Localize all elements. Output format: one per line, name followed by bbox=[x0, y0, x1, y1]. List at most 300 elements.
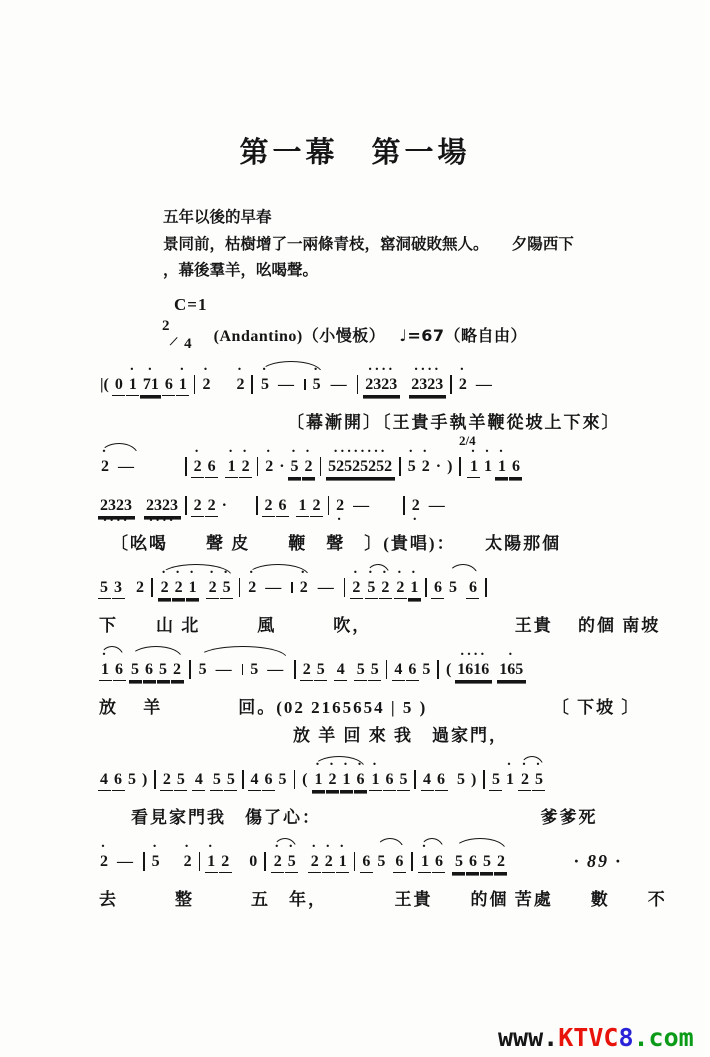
note bbox=[363, 366, 400, 405]
spacer bbox=[388, 843, 392, 882]
note-number: 2 bbox=[300, 660, 313, 681]
note bbox=[126, 366, 139, 405]
note-number: 2 bbox=[101, 457, 109, 475]
note bbox=[98, 843, 111, 881]
dash-note bbox=[325, 366, 352, 404]
lyrics-row: 去 整 五 年， 王貴 的個 苦處 數 不 bbox=[99, 889, 667, 909]
note-number: 5 bbox=[532, 770, 545, 791]
note bbox=[158, 569, 171, 608]
note-number: 165 bbox=[497, 660, 526, 681]
slur-group bbox=[363, 569, 393, 608]
note-number: 4 bbox=[334, 660, 347, 681]
note-number: 2 bbox=[236, 375, 245, 393]
note bbox=[112, 761, 125, 800]
note-number: 2 bbox=[458, 375, 467, 393]
lyrics-row: 放 羊 回 來 我 過家門， bbox=[293, 725, 508, 745]
note-number: 5 bbox=[128, 770, 136, 788]
note bbox=[405, 448, 418, 486]
tempo-marking: (Andantino)（小慢板） bbox=[213, 327, 386, 345]
note-number: — bbox=[317, 578, 334, 596]
note bbox=[259, 366, 272, 404]
note bbox=[455, 761, 468, 799]
octave-dots-above: • bbox=[237, 364, 244, 374]
note-number: 1 bbox=[369, 770, 382, 791]
note-number: 6 bbox=[466, 578, 479, 599]
note bbox=[494, 843, 507, 882]
time-signature-part: 4 bbox=[184, 335, 192, 352]
note-number: 5 bbox=[151, 852, 160, 870]
note bbox=[369, 761, 382, 800]
octave-dots-above: • bbox=[261, 364, 269, 374]
note bbox=[288, 448, 301, 487]
inline-time-signature-label: 2/4 bbox=[458, 432, 476, 448]
note-number: 2 bbox=[379, 578, 392, 599]
key-signature: C=1 bbox=[174, 294, 208, 314]
note bbox=[419, 448, 432, 486]
barline bbox=[304, 379, 306, 390]
note bbox=[162, 366, 175, 405]
note-number: 0 bbox=[249, 852, 258, 870]
music-system-5 bbox=[97, 761, 642, 828]
barline bbox=[294, 660, 296, 679]
octave-dots-above: • bbox=[470, 446, 478, 456]
octave-dots-above: • bbox=[408, 446, 416, 456]
barline bbox=[483, 770, 485, 789]
note bbox=[497, 651, 526, 690]
note bbox=[247, 843, 260, 881]
note bbox=[452, 843, 465, 882]
note-number: 2 bbox=[421, 457, 430, 475]
note bbox=[157, 651, 170, 690]
octave-dots-above: • bbox=[313, 364, 320, 374]
note-number: 2 bbox=[206, 578, 219, 599]
note-number: 71 bbox=[140, 375, 161, 396]
note-number: 2 bbox=[411, 496, 420, 514]
note-number: ) bbox=[142, 770, 148, 788]
octave-dots-above: • bbox=[325, 841, 333, 851]
music-voice-row bbox=[97, 761, 642, 800]
note bbox=[368, 651, 381, 690]
octave-dots-above: • bbox=[223, 567, 230, 577]
note-number: 6 bbox=[112, 770, 125, 791]
octave-dots-above: • bbox=[397, 567, 404, 577]
note-number: 2 bbox=[202, 375, 211, 393]
music-voice-row bbox=[97, 366, 642, 405]
note-number: 6 bbox=[162, 375, 175, 396]
note bbox=[234, 366, 247, 404]
note-number: 6 bbox=[276, 496, 289, 517]
note bbox=[246, 569, 259, 607]
note bbox=[224, 761, 237, 800]
music-system-4 bbox=[97, 651, 642, 746]
note bbox=[196, 651, 209, 689]
note bbox=[192, 761, 205, 800]
note-number: 6 bbox=[509, 457, 522, 478]
barline bbox=[151, 578, 153, 597]
barline bbox=[437, 660, 439, 679]
note-number: 6 bbox=[431, 578, 444, 599]
music-symbol bbox=[469, 761, 479, 799]
octave-dots-above: • bbox=[535, 759, 543, 769]
note-number: 2 bbox=[322, 852, 335, 873]
note-number: 4 bbox=[248, 770, 261, 791]
octave-dots-above: • bbox=[382, 567, 389, 577]
note bbox=[129, 651, 142, 690]
music-system-6 bbox=[97, 841, 667, 910]
note-number: 5 bbox=[98, 578, 111, 599]
note bbox=[144, 487, 181, 526]
barline bbox=[357, 375, 359, 394]
note-number: — bbox=[475, 375, 492, 393]
note bbox=[466, 843, 479, 882]
note-number: 5 bbox=[407, 457, 416, 475]
octave-dots-above: • bbox=[175, 567, 182, 577]
music-symbol bbox=[300, 761, 310, 799]
octave-dots-above: • bbox=[184, 841, 191, 851]
page-title: 第一幕 第一場 bbox=[239, 137, 471, 169]
note-number: 5 bbox=[448, 578, 457, 596]
octave-dots-above: • bbox=[368, 567, 375, 577]
octave-dots-above: • bbox=[248, 567, 256, 577]
note bbox=[296, 487, 309, 526]
note-number: 1 bbox=[126, 375, 139, 396]
slur-group bbox=[373, 843, 407, 882]
note bbox=[310, 487, 323, 526]
music-symbol bbox=[277, 448, 287, 486]
barline bbox=[185, 457, 187, 476]
note-number: 1 bbox=[186, 578, 199, 599]
note bbox=[334, 487, 347, 525]
note bbox=[518, 761, 531, 800]
note-number: 2 bbox=[160, 770, 173, 791]
note bbox=[134, 569, 147, 607]
note-number: ) bbox=[471, 770, 477, 788]
octave-dots-above: • bbox=[228, 446, 235, 456]
barline bbox=[257, 457, 259, 476]
octave-dots-above: • bbox=[265, 446, 273, 456]
note bbox=[210, 761, 223, 800]
note bbox=[334, 651, 347, 690]
note-number: 5 bbox=[397, 770, 410, 791]
note bbox=[365, 569, 378, 608]
octave-dots-above: • bbox=[507, 649, 515, 659]
note bbox=[408, 569, 421, 608]
octave-dots-above: •••• bbox=[367, 364, 395, 374]
note bbox=[285, 843, 298, 882]
slur-group bbox=[517, 761, 547, 800]
octave-dots-above: • bbox=[506, 759, 514, 769]
note-number: 5 bbox=[285, 852, 298, 873]
note bbox=[171, 651, 184, 690]
watermark-segment: KTVC bbox=[558, 1023, 619, 1052]
octave-dots-above: • bbox=[459, 364, 467, 374]
barline bbox=[291, 582, 293, 593]
note bbox=[262, 761, 275, 800]
octave-dots-below: • bbox=[336, 514, 344, 524]
time-signature-part: 2 bbox=[162, 317, 170, 334]
note bbox=[466, 569, 479, 608]
note bbox=[431, 569, 444, 608]
note-number: 1 bbox=[225, 457, 238, 478]
note-number: 5 bbox=[210, 770, 223, 791]
lyrics-row: 〔幕漸開〕〔王貴手執羊鞭從坡上下來〕 bbox=[287, 412, 621, 432]
tempo-row bbox=[162, 317, 710, 352]
note-number: 3 bbox=[112, 578, 125, 599]
barline bbox=[194, 375, 196, 394]
note-number: 6 bbox=[143, 660, 156, 681]
note-number: 2 bbox=[326, 770, 339, 791]
octave-dots-above: • bbox=[242, 446, 249, 456]
note-number: — bbox=[215, 660, 232, 678]
note-number: 5 bbox=[220, 578, 233, 599]
note-number: — bbox=[118, 457, 134, 475]
slur-group bbox=[270, 843, 300, 882]
barline bbox=[242, 664, 244, 675]
note-number: — bbox=[330, 375, 347, 393]
slur-group bbox=[97, 448, 141, 486]
note bbox=[420, 651, 433, 689]
note-number: 1 bbox=[205, 852, 218, 873]
octave-dots-above: • bbox=[179, 364, 187, 374]
note-number: 2 bbox=[350, 578, 363, 599]
note bbox=[312, 761, 325, 800]
note-number: 5 bbox=[261, 375, 270, 393]
note-number: — bbox=[265, 578, 282, 596]
octave-dots-above: • bbox=[329, 759, 336, 769]
barline bbox=[459, 457, 461, 476]
note-number: 5 bbox=[489, 770, 502, 791]
note-number: ( bbox=[302, 770, 308, 788]
note-number: 2 bbox=[191, 496, 204, 517]
lyrics-row: 放 羊 回。(02 2165654 | 5 ) 〔 下坡 〕 bbox=[99, 697, 641, 717]
note-number: 2 bbox=[239, 457, 252, 478]
lyrics-row: 看見家門我 傷了心： 爹爹死 bbox=[131, 807, 598, 827]
note bbox=[532, 761, 545, 800]
octave-dots-below: •••• bbox=[102, 515, 130, 525]
octave-dots-above: • bbox=[422, 446, 430, 456]
note bbox=[302, 448, 315, 487]
barline bbox=[256, 496, 258, 515]
note bbox=[297, 569, 310, 607]
note-number: 2 bbox=[136, 578, 144, 596]
octave-dots-above: • bbox=[189, 567, 196, 577]
note-number: 5 bbox=[224, 770, 237, 791]
note bbox=[326, 448, 395, 487]
note bbox=[383, 761, 396, 800]
note-number: 5 bbox=[288, 457, 301, 478]
note-number: 5 bbox=[354, 660, 367, 681]
barline bbox=[320, 457, 322, 476]
note bbox=[126, 761, 139, 799]
note bbox=[418, 843, 431, 882]
note-number: 2 bbox=[248, 578, 257, 596]
note bbox=[336, 843, 349, 882]
barline bbox=[185, 496, 187, 515]
note bbox=[206, 569, 219, 608]
note bbox=[509, 448, 522, 487]
note-number: ( bbox=[445, 660, 452, 678]
note bbox=[98, 569, 111, 608]
note-number: · bbox=[279, 457, 285, 475]
dash-note bbox=[260, 569, 287, 607]
octave-dots-below: •••• bbox=[148, 515, 176, 525]
note bbox=[409, 487, 422, 525]
note-number: 5 bbox=[377, 852, 386, 870]
note bbox=[480, 843, 493, 882]
note-number: 2 bbox=[336, 496, 345, 514]
note bbox=[186, 569, 199, 608]
note bbox=[143, 651, 156, 690]
note bbox=[160, 761, 173, 800]
octave-dots-above: •••••••• bbox=[333, 446, 387, 456]
note bbox=[406, 651, 419, 690]
octave-dots-above: • bbox=[339, 841, 347, 851]
note-number: — bbox=[278, 375, 295, 393]
barline bbox=[344, 578, 346, 597]
note bbox=[112, 366, 125, 405]
octave-dots-above: • bbox=[372, 759, 379, 769]
note bbox=[375, 843, 388, 882]
dash-note bbox=[423, 487, 450, 525]
note bbox=[191, 487, 204, 526]
note-number: 2 bbox=[171, 660, 184, 681]
slur-group bbox=[195, 651, 291, 689]
barline bbox=[242, 770, 244, 789]
note bbox=[421, 761, 434, 800]
stage-direction-line: 五年以後的早春 bbox=[163, 209, 272, 226]
note-number: 6 bbox=[262, 770, 275, 791]
octave-dots-above: • bbox=[357, 759, 364, 769]
metronome-marking: ♩=67（略自由） bbox=[399, 325, 527, 345]
note bbox=[99, 448, 112, 486]
note bbox=[205, 843, 218, 882]
note bbox=[219, 843, 232, 882]
music-system-3 bbox=[97, 567, 661, 636]
note bbox=[113, 651, 126, 690]
watermark-segment: 8 bbox=[618, 1023, 634, 1052]
octave-dots-above: • bbox=[498, 446, 506, 456]
note-number: 5 bbox=[157, 660, 170, 681]
note-number: 4 bbox=[192, 770, 205, 791]
note bbox=[262, 487, 275, 526]
note bbox=[174, 761, 187, 800]
barline bbox=[239, 578, 241, 597]
score bbox=[97, 364, 667, 910]
music-voice-row bbox=[97, 843, 642, 882]
dash-note bbox=[210, 651, 237, 689]
octave-dots-above: • bbox=[147, 364, 155, 374]
barline bbox=[403, 496, 405, 515]
octave-dots-above: • bbox=[421, 841, 429, 851]
note-number: 1 bbox=[336, 852, 349, 873]
note bbox=[360, 843, 373, 882]
note-number: 5 bbox=[365, 578, 378, 599]
note bbox=[149, 843, 162, 881]
note bbox=[99, 651, 112, 690]
note-number: 6 bbox=[393, 852, 406, 873]
note bbox=[239, 448, 252, 487]
barline bbox=[328, 496, 330, 515]
barline bbox=[199, 852, 201, 871]
note-number: 5 bbox=[422, 660, 431, 678]
octave-dots-above: • bbox=[161, 567, 168, 577]
barline bbox=[251, 375, 253, 394]
note-number: 1 bbox=[495, 457, 508, 478]
slur-group bbox=[244, 569, 312, 607]
page-number: · 89 · bbox=[574, 851, 622, 871]
note-number: |( bbox=[100, 375, 109, 393]
barline bbox=[450, 375, 452, 394]
octave-dots-above: • bbox=[209, 567, 216, 577]
note-number: 1 bbox=[176, 375, 189, 396]
note-number: 5 bbox=[129, 660, 142, 681]
note bbox=[220, 569, 233, 608]
slur-group bbox=[157, 569, 235, 608]
octave-dots-above: • bbox=[101, 649, 109, 659]
note bbox=[263, 448, 276, 486]
note-number: 1 bbox=[467, 457, 480, 478]
note bbox=[456, 366, 469, 404]
note-number: 4 bbox=[421, 770, 434, 791]
note-number: 2 bbox=[172, 578, 185, 599]
music-system-1 bbox=[97, 366, 642, 433]
stage-direction-line: ，幕後羣羊，吆喝聲。 bbox=[163, 262, 319, 280]
watermark-segment: .com bbox=[633, 1023, 694, 1052]
note bbox=[191, 448, 204, 487]
octave-dots-above: • bbox=[315, 759, 322, 769]
note-number: 2 bbox=[265, 457, 274, 475]
note-number: 1 bbox=[296, 496, 309, 517]
time-signature-part: / bbox=[168, 333, 179, 351]
note bbox=[354, 761, 367, 800]
slur-group bbox=[97, 651, 127, 690]
note-number: 6 bbox=[435, 770, 448, 791]
note bbox=[248, 651, 261, 689]
note-number: 1 bbox=[99, 660, 112, 681]
music-symbol bbox=[445, 448, 455, 486]
octave-dots-above: • bbox=[521, 759, 529, 769]
octave-dots-above: •••• bbox=[459, 649, 487, 659]
dash-note bbox=[348, 487, 375, 525]
note bbox=[176, 366, 189, 405]
octave-dots-above: • bbox=[100, 841, 108, 851]
note bbox=[172, 569, 185, 608]
dash-note bbox=[113, 448, 140, 486]
note-number: 2 bbox=[271, 852, 284, 873]
barline bbox=[411, 852, 413, 871]
note bbox=[340, 761, 353, 800]
note bbox=[276, 487, 289, 526]
note-number: 5 bbox=[174, 770, 187, 791]
note-number: 6 bbox=[113, 660, 126, 681]
note bbox=[205, 448, 218, 487]
time-signature bbox=[162, 317, 192, 352]
stage-direction-line: 景同前，枯樹增了一兩條青枝，窰洞破敗無人。 夕陽西下 bbox=[163, 235, 574, 253]
note-number: 2323 bbox=[98, 496, 135, 517]
note bbox=[354, 651, 367, 690]
note-number: 2 bbox=[302, 457, 315, 478]
note bbox=[455, 651, 492, 690]
note bbox=[481, 448, 494, 486]
note-number: — bbox=[428, 496, 445, 514]
slur-group bbox=[127, 651, 185, 690]
music-voice-row bbox=[97, 487, 642, 526]
note bbox=[181, 843, 194, 881]
note-number: · bbox=[221, 496, 227, 514]
note-number: ) bbox=[447, 457, 453, 475]
barline bbox=[485, 578, 487, 597]
slur-group bbox=[257, 366, 325, 404]
